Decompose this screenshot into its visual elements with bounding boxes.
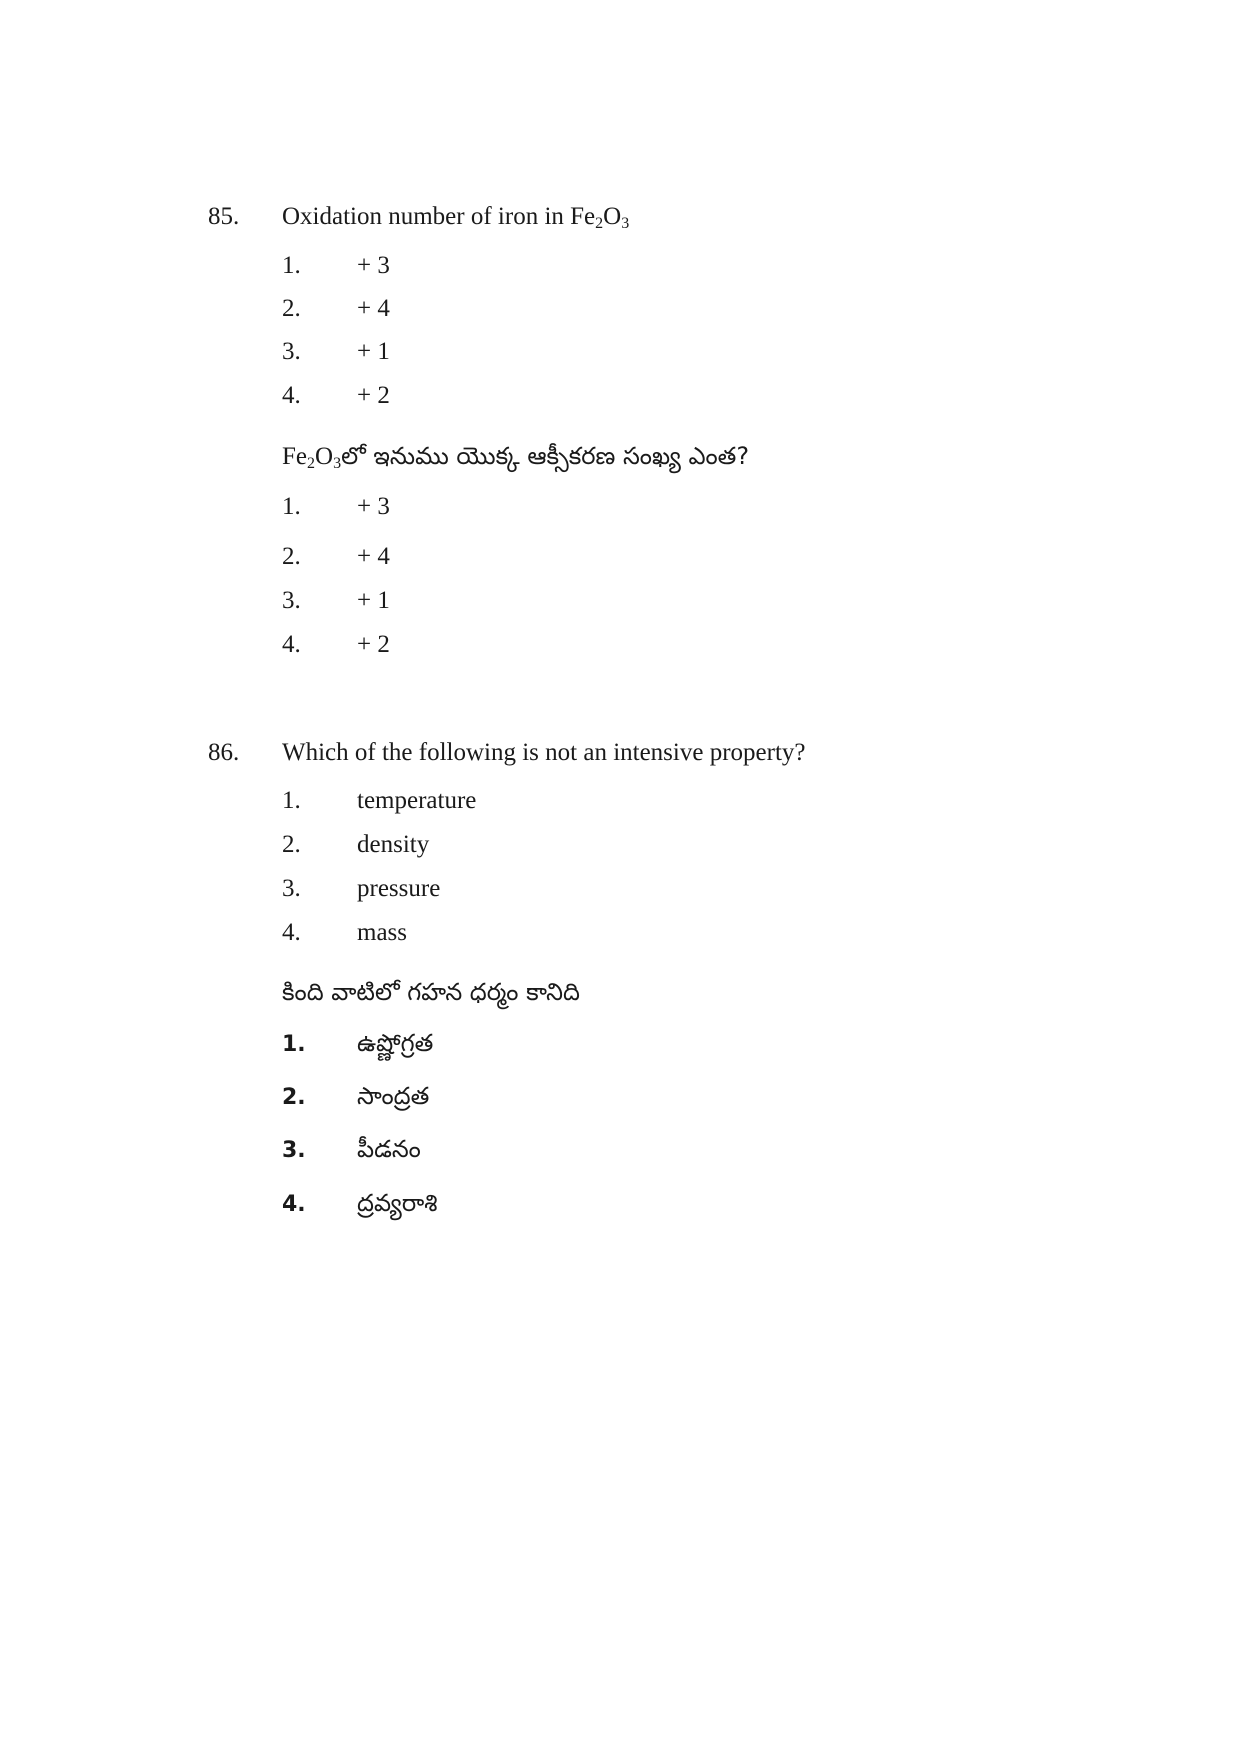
q85-te-option-3-number: 3. <box>282 587 301 614</box>
q85-te-option-4-text: + 2 <box>357 631 390 658</box>
q85-en-option-1-text: + 3 <box>357 252 390 279</box>
q85-en-option-4-number: 4. <box>282 382 301 409</box>
telugu-question-suffix: లో ఇనుము యొక్క ఆక్సీకరణ సంఖ్య ఎంత? <box>341 442 750 470</box>
q85-en-option-4-text: + 2 <box>357 382 390 409</box>
question-85-english-text <box>282 202 629 232</box>
q86-en-option-1-number: 1. <box>282 787 301 814</box>
question-85-number: 85. <box>208 203 240 230</box>
q86-en-option-3-text: pressure <box>357 875 441 902</box>
q86-te-option-1-text: ఉష్ణోగ్రత <box>357 1029 434 1057</box>
formula-oxygen: O <box>603 203 622 230</box>
q86-en-option-2-number: 2. <box>282 831 301 858</box>
q86-en-option-2-text: density <box>357 831 430 858</box>
q86-en-option-3-number: 3. <box>282 875 301 902</box>
q86-te-option-4-number: 4. <box>282 1192 306 1217</box>
q85-en-option-1-number: 1. <box>282 252 301 279</box>
question-86-english-text: Which of the following is not an intensive property? <box>282 739 806 766</box>
q86-en-option-1-text: temperature <box>357 787 477 814</box>
formula-subscript-3: 3 <box>621 215 630 232</box>
telugu-formula-subscript-3: 3 <box>333 455 342 472</box>
q85-en-option-3-text: + 1 <box>357 338 390 365</box>
q85-te-option-2-number: 2. <box>282 543 301 570</box>
question-86-telugu-text: కింది వాటిలో గహన ధర్మం కానిది <box>282 978 580 1006</box>
q85-en-option-3-number: 3. <box>282 338 301 365</box>
q86-te-option-2-number: 2. <box>282 1085 306 1110</box>
formula-subscript-2: 2 <box>595 215 604 232</box>
q86-te-option-1-number: 1. <box>282 1032 306 1057</box>
telugu-formula-oxygen: O <box>315 443 334 470</box>
q86-en-option-4-number: 4. <box>282 919 301 946</box>
q85-en-option-2-text: + 4 <box>357 295 390 322</box>
q86-te-option-3-number: 3. <box>282 1138 306 1163</box>
q86-te-option-3-text: పీడనం <box>357 1135 421 1163</box>
q85-te-option-4-number: 4. <box>282 631 301 658</box>
q85-te-option-2-text: + 4 <box>357 543 390 570</box>
telugu-formula-subscript-2: 2 <box>307 455 315 472</box>
question-85-text-prefix: Oxidation number of iron in Fe <box>282 203 596 230</box>
q85-te-option-3-text: + 1 <box>357 587 390 614</box>
question-86-number: 86. <box>208 739 240 766</box>
q86-te-option-2-text: సాంద్రత <box>357 1082 430 1110</box>
q85-te-option-1-number: 1. <box>282 493 301 520</box>
q85-en-option-2-number: 2. <box>282 295 301 322</box>
question-85-telugu-text <box>282 441 749 472</box>
q85-te-option-1-text: + 3 <box>357 493 390 520</box>
q86-te-option-4-text: ద్రవ్యరాశి <box>357 1189 438 1217</box>
q86-en-option-4-text: mass <box>357 919 407 946</box>
telugu-formula-prefix: Fe <box>282 443 307 470</box>
